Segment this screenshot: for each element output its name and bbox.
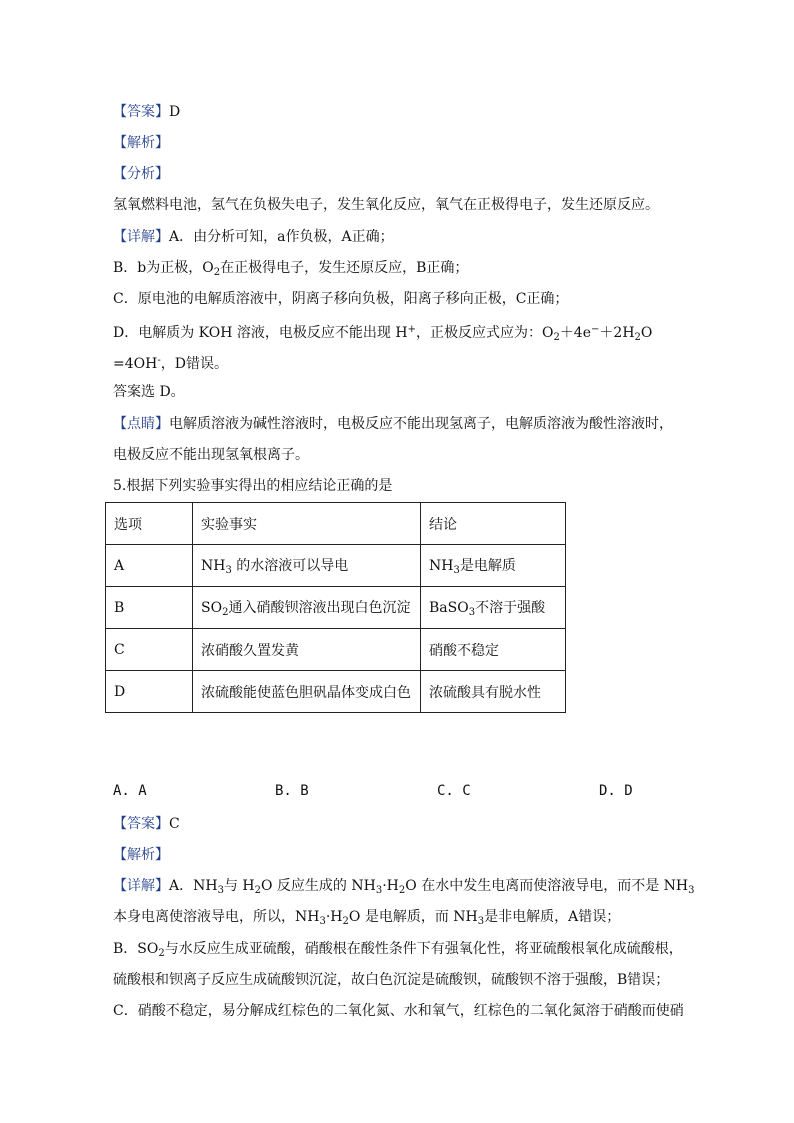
fenxi-text: 氢氧燃料电池，氢气在负极失电子，发生氧化反应，氧气在正极得电子，发生还原反应。	[113, 197, 659, 213]
table-row: B $SO_2$通入硝酸钡溶液出现白色沉淀 BaSO$_3$不溶于强酸	[106, 587, 566, 629]
detail-line-4: 硫酸根和钡离子反应生成硫酸钡沉淀，故白色沉淀是硫酸钡，硫酸钡不溶于强酸，B错误；	[113, 972, 670, 988]
choose-line: 答案选 D。	[113, 384, 185, 400]
header-conclusion: 结论	[421, 503, 566, 545]
table-row: C 浓硝酸久置发黄 硝酸不稳定	[106, 629, 566, 671]
option-b: B. B	[275, 783, 309, 799]
detail-line-2: 本身电离使溶液导电，所以，$NH_3\cdot H_2O$ 是电解质，而 $NH_3$是非电解质，A错误；	[113, 909, 621, 927]
detail-line-5: C．硝酸不稳定，易分解成红棕色的二氧化氮、水和氧气，红棕色的二氧化氮溶于硝酸而使硝	[113, 1003, 684, 1019]
point-line: 【点睛】电解质溶液为碱性溶液时，电极反应不能出现氢离子，电解质溶液为酸性溶液时，	[113, 416, 673, 432]
answer-line-q4	[113, 102, 180, 122]
detail-tag: 【详解】	[113, 229, 169, 245]
header-option: 选项	[106, 503, 193, 545]
table-row: D 浓硫酸能使蓝色胆矾晶体变成白色 浓硫酸具有脱水性	[106, 671, 566, 713]
point-line2: 电极反应不能出现氢氧根离子。	[113, 447, 309, 463]
answer-value: D	[169, 104, 181, 120]
answer-line-q5: 【答案】C	[113, 816, 180, 832]
detail-b-line: B．b为正极，$O_2$在正极得电子，发生还原反应，B正确；	[113, 260, 469, 278]
header-fact: 实验事实	[193, 503, 421, 545]
experiment-table	[105, 502, 566, 713]
fenxi-heading: 【分析】	[113, 166, 169, 182]
detail-line-3: B．$SO_2$与水反应生成亚硫酸，硝酸根在酸性条件下有强氧化性，将亚硫酸根氧化成硫酸根，	[113, 941, 683, 959]
table-header-row	[106, 503, 566, 545]
detail-c-line: C．原电池的电解质溶液中，阴离子移向负极，阳离子移向正极，C正确；	[113, 291, 569, 307]
point-tag: 【点睛】	[113, 416, 169, 432]
table-row: A $NH_3$ 的水溶液可以导电 $NH_3$是电解质	[106, 545, 566, 587]
answer-tag: 【答案】	[113, 104, 169, 120]
option-a: A. A	[113, 783, 147, 799]
option-c: C. C	[437, 783, 471, 799]
detail-d-line: D．电解质为 KOH 溶液，电极反应不能出现 H+，正极反应式应为：$O_2+4e^-+2H_2O$	[113, 324, 653, 343]
option-d: D. D	[599, 783, 633, 799]
detail-d-line2: =4OH-，D错误。	[113, 355, 228, 372]
detail-line-1: 【详解】A．$NH_3$与 $H_2O$ 反应生成的 $NH_3\cdot H_2O$ 在水中发生电离而使溶液导电，而不是 $NH_3$	[113, 878, 695, 896]
analysis-heading: 【解析】	[113, 135, 169, 151]
detail-a-line: 【详解】A．由分析可知，a作负极，A正确；	[113, 229, 394, 245]
analysis-heading: 【解析】	[113, 847, 169, 863]
answer-value: C	[169, 816, 180, 832]
question-5-stem: 5.根据下列实验事实得出的相应结论正确的是	[113, 478, 393, 494]
